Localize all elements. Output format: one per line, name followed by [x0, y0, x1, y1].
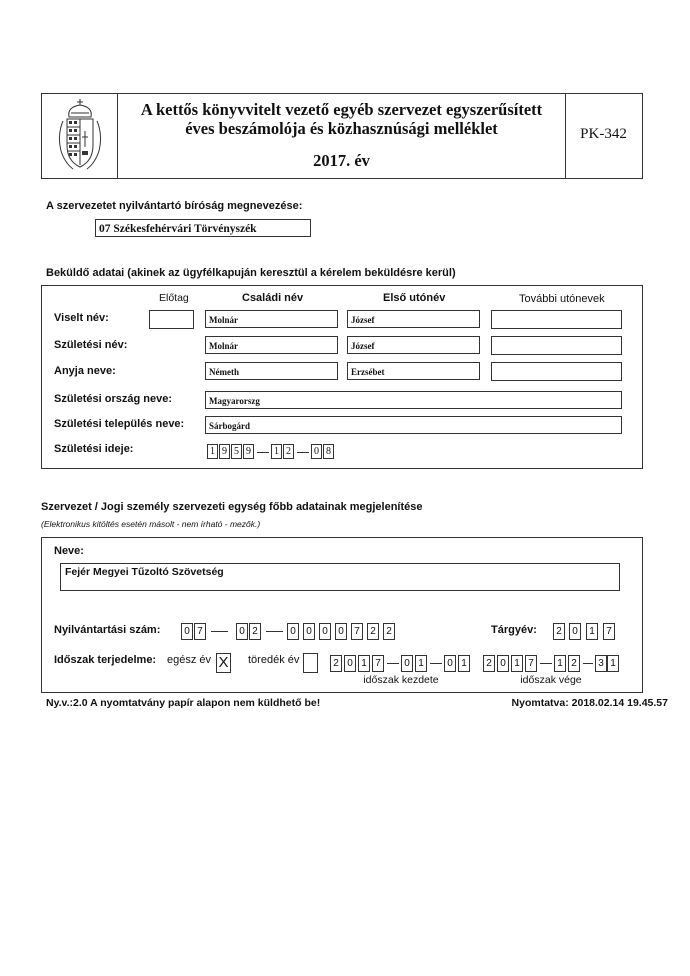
form-title-line1: A kettős könyvvitelt vezető egyéb szervezet egyszerűsített [140, 100, 543, 119]
birth-year-digit: 1 [207, 444, 218, 459]
end-year-digit: 1 [511, 655, 523, 672]
whole-year-checkbox: X [216, 653, 231, 673]
mother-name-family-field: Németh [205, 362, 338, 380]
sender-title: Beküldő adatai (akinek az ügyfélkapuján keresztül a kérelem beküldésre kerül) [46, 267, 456, 279]
period-label: Időszak terjedelme: [54, 654, 157, 666]
birth-year-digit: 9 [219, 444, 230, 459]
worn-name-first-field: József [347, 310, 480, 328]
org-box [41, 537, 643, 693]
period-start-caption: időszak kezdete [363, 674, 439, 686]
end-month-digit: 2 [568, 655, 580, 672]
court-label: A szervezetet nyilvántartó bíróság megnevezése: [46, 200, 303, 212]
whole-year-label: egész év [167, 654, 212, 666]
start-year-digit: 1 [358, 655, 370, 672]
start-year-digit: 7 [372, 655, 384, 672]
reg-digit: 0 [303, 623, 315, 640]
reg-number-label: Nyilvántartási szám: [54, 624, 161, 636]
reg-separator [211, 631, 228, 632]
birth-place-field: Sárbogárd [205, 416, 622, 434]
birth-day-digit: 0 [311, 444, 322, 459]
reg-separator [266, 631, 283, 632]
mother-name-label: Anyja neve: [54, 365, 116, 377]
worn-name-label: Viselt név: [54, 312, 109, 324]
date-separator [430, 663, 442, 664]
start-year-digit: 2 [330, 655, 342, 672]
start-day-digit: 1 [458, 655, 470, 672]
col-family-header: Családi név [242, 292, 304, 304]
date-separator [540, 663, 552, 664]
birth-place-label: Születési település neve: [54, 418, 185, 430]
org-title: Szervezet / Jogi személy szervezeti egység főbb adatainak megjelenítése [41, 501, 423, 513]
end-day-digit: 3 [595, 655, 607, 672]
court-field: 07 Székesfehérvári Törvényszék [95, 219, 311, 237]
period-end-caption: időszak vége [520, 674, 582, 686]
birth-month-digit: 1 [271, 444, 282, 459]
birth-year-digit: 9 [243, 444, 254, 459]
birth-country-label: Születési ország neve: [54, 393, 172, 405]
reg-digit: 0 [319, 623, 331, 640]
worn-name-other-field [491, 310, 622, 329]
subject-year-digit: 1 [586, 623, 598, 640]
worn-name-prefix-field [149, 310, 194, 329]
reg-digit: 7 [351, 623, 363, 640]
reg-digit: 0 [287, 623, 299, 640]
form-year: 2017. év [313, 151, 370, 170]
birth-date-label: Születési ideje: [54, 443, 134, 455]
birth-name-other-field [491, 336, 622, 355]
form-code: PK-342 [580, 126, 627, 142]
birth-name-family-field: Molnár [205, 336, 338, 354]
reg-digit: 0 [236, 623, 248, 640]
org-note: (Elektronikus kitöltés esetén másolt - nem írható - mezők.) [41, 519, 261, 529]
start-month-digit: 0 [401, 655, 413, 672]
reg-digit: 0 [181, 623, 193, 640]
org-name-field: Fejér Megyei Tűzoltó Szövetség [60, 563, 620, 591]
birth-year-digit: 5 [231, 444, 242, 459]
reg-digit: 2 [383, 623, 395, 640]
end-month-digit: 1 [554, 655, 566, 672]
start-day-digit: 0 [444, 655, 456, 672]
birth-name-label: Születési név: [54, 339, 128, 351]
subject-year-label: Tárgyév: [491, 624, 537, 636]
subject-year-digit: 0 [569, 623, 581, 640]
end-year-digit: 7 [525, 655, 537, 672]
subject-year-digit: 7 [603, 623, 615, 640]
form-title-line2: éves beszámolója és közhasznúsági melléklet [185, 119, 498, 138]
footer-print-timestamp: Nyomtatva: 2018.02.14 19.45.57 [511, 697, 668, 709]
col-first-header: Első utónév [383, 292, 446, 304]
col-prefix-header: Előtag [159, 292, 189, 304]
start-month-digit: 1 [415, 655, 427, 672]
end-year-digit: 2 [483, 655, 495, 672]
reg-digit: 2 [249, 623, 261, 640]
reg-digit: 0 [335, 623, 347, 640]
date-separator [257, 452, 269, 453]
birth-day-digit: 8 [323, 444, 334, 459]
birth-month-digit: 2 [283, 444, 294, 459]
birth-country-field: Magyarorszg [205, 391, 622, 409]
mother-name-other-field [491, 362, 622, 381]
org-name-label: Neve: [54, 545, 84, 557]
date-separator [583, 663, 593, 664]
end-year-digit: 0 [497, 655, 509, 672]
coat-of-arms-icon [55, 95, 105, 175]
mother-name-first-field: Erzsébet [347, 362, 480, 380]
col-other-header: További utónevek [519, 293, 605, 305]
footer-version-note: Ny.v.:2.0 A nyomtatvány papír alapon nem küldhető be! [46, 697, 321, 709]
reg-digit: 2 [367, 623, 379, 640]
start-year-digit: 0 [344, 655, 356, 672]
date-separator [297, 452, 309, 453]
partial-year-checkbox [303, 653, 318, 673]
birth-name-first-field: József [347, 336, 480, 354]
subject-year-digit: 2 [553, 623, 565, 640]
reg-digit: 7 [194, 623, 206, 640]
date-separator [387, 663, 399, 664]
worn-name-family-field: Molnár [205, 310, 338, 328]
partial-year-label: töredék év [248, 654, 300, 666]
end-day-digit: 1 [607, 655, 619, 672]
